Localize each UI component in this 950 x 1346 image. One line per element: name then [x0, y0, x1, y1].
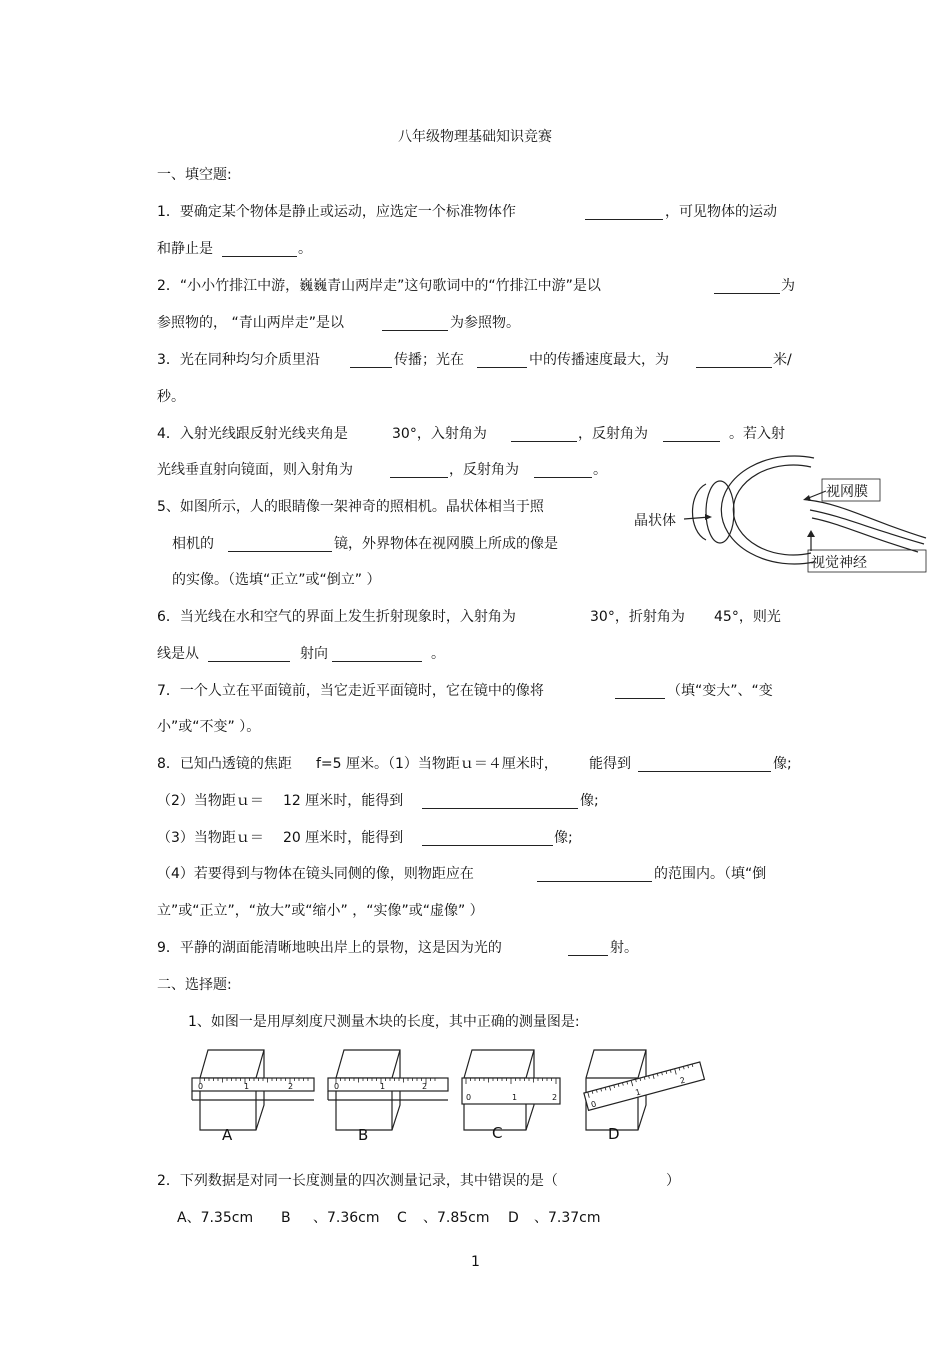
choice2-option-a: A、7.35cm: [177, 1210, 254, 1226]
ruler-a: [192, 1078, 314, 1091]
choice2-option-d: 、7.37cm: [534, 1210, 601, 1226]
ruler-c-tick-1: 1: [512, 1093, 518, 1102]
q3-blank-3[interactable]: [696, 367, 772, 368]
q4-text-7: 。: [593, 462, 607, 478]
q4-text-2: 30°，入射角为: [392, 426, 487, 442]
ruler-label-a: A: [222, 1126, 233, 1144]
ruler-b-tick-0: 0: [334, 1082, 340, 1091]
ruler-d: [584, 1062, 705, 1110]
q3-text: 3．光在同种均匀介质里沿: [157, 352, 320, 368]
q2-text-2: 为: [781, 278, 795, 294]
q5-blank-1[interactable]: [228, 551, 332, 552]
q1-text-2: ，可见物体的运动: [665, 204, 777, 220]
ruler-label-b: B: [358, 1126, 369, 1144]
q6-blank-1[interactable]: [208, 661, 290, 662]
ruler-b-tick-1: 1: [380, 1082, 386, 1091]
q3-blank-2[interactable]: [477, 367, 527, 368]
ruler-a-tick-0: 0: [198, 1082, 204, 1091]
choice2-option-d-letter: D: [508, 1210, 519, 1226]
q3-text-2: 传播；光在: [394, 352, 464, 368]
q7-blank-1[interactable]: [615, 698, 665, 699]
q3-blank-1[interactable]: [350, 367, 392, 368]
q8-part2-text: （2）当物距ｕ＝: [157, 793, 264, 809]
q8-blank-4[interactable]: [537, 881, 652, 882]
q8-part4-text-3: 立”或“正立”，“放大”或“缩小” ，“实像”或“虚像” ）: [157, 903, 484, 919]
eye-diagram: [628, 448, 930, 576]
q6-text-6: 。: [431, 646, 445, 662]
choice2-text-2: ）: [666, 1173, 680, 1189]
eye-cornea: [693, 484, 707, 540]
q3-text-4: 米/: [773, 352, 792, 368]
q8-part3-text: （3）当物距ｕ＝: [157, 830, 264, 846]
ruler-d-tick-1: 1: [634, 1087, 642, 1098]
q6-text-2: 30°，折射角为: [590, 609, 685, 625]
q2-blank-1[interactable]: [714, 293, 780, 294]
eye-sclera-outer: [721, 456, 814, 564]
q3-text-3: 中的传播速度最大，为: [529, 352, 669, 368]
choice2-text: 2．下列数据是对同一长度测量的四次测量记录，其中错误的是（: [157, 1173, 558, 1189]
optic-nerve-line-3: [812, 518, 918, 552]
q7-text-2: （填“变大”、“变: [667, 683, 773, 699]
q8-text: 8．已知凸透镜的焦距: [157, 756, 292, 772]
choice1-text: 1、如图一是用厚刻度尺测量木块的长度，其中正确的测量图是:: [188, 1014, 580, 1030]
q5-text: 5、如图所示，人的眼睛像一架神奇的照相机。晶状体相当于照: [157, 499, 544, 515]
q9-blank-1[interactable]: [568, 955, 608, 956]
optic-nerve-line-1: [808, 500, 926, 538]
q7-text-3: 小”或“不变” ）。: [157, 719, 261, 735]
ruler-label-d: D: [608, 1125, 620, 1143]
ruler-d-tick-0: 0: [590, 1099, 598, 1110]
q8-text-3: 能得到: [589, 756, 631, 772]
q7-text: 7．一个人立在平面镜前，当它走近平面镜时，它在镜中的像将: [157, 683, 544, 699]
q2-text: 2．“小小竹排江中游，巍巍青山两岸走”这句歌词中的“竹排江中游”是以: [157, 278, 601, 294]
eye-lens-shape: [706, 481, 734, 543]
q8-part2-text-2: 12 厘米时，能得到: [283, 793, 404, 809]
q1-blank-2[interactable]: [222, 256, 297, 257]
q4-blank-2[interactable]: [663, 441, 720, 442]
q4-blank-4[interactable]: [534, 477, 592, 478]
q2-text-3: 参照物的， “青山两岸走”是以: [157, 315, 344, 331]
q4-blank-3[interactable]: [390, 477, 448, 478]
choice2-option-b-letter: B: [281, 1210, 291, 1226]
q4-text-6: ，反射角为: [449, 462, 519, 478]
q1-blank-1[interactable]: [585, 219, 663, 220]
q8-part3-text-2: 20 厘米时，能得到: [283, 830, 404, 846]
q5-text-4: 的实像。（选填“正立”或“倒立” ）: [172, 572, 381, 588]
ruler-option-b: [328, 1050, 448, 1130]
nerve-label: 视觉神经: [811, 555, 867, 571]
section-choice-heading: 二、选择题:: [157, 977, 232, 993]
q2-text-4: 为参照物。: [450, 315, 520, 331]
q5-text-2: 相机的: [172, 536, 214, 552]
ruler-d-tick-2: 2: [678, 1075, 687, 1086]
q4-text-3: ，反射角为: [578, 426, 648, 442]
q4-text-4: 。若入射: [729, 426, 785, 442]
q2-blank-2[interactable]: [382, 330, 448, 331]
retina-arrow-head: [803, 495, 811, 501]
q6-text-4: 线是从: [157, 646, 199, 662]
optic-nerve-line-2: [810, 510, 924, 544]
ruler-a-tick-2: 2: [288, 1082, 294, 1091]
q8-part2-text-3: 像;: [580, 793, 599, 809]
q5-text-3: 镜，外界物体在视网膜上所成的像是: [334, 536, 558, 552]
retina-label: 视网膜: [826, 484, 868, 500]
q6-text-5: 射向: [300, 646, 328, 662]
q1-text-3: 和静止是: [157, 241, 213, 257]
q1-text-4: 。: [298, 241, 312, 257]
choice2-option-b: 、7.36cm: [313, 1210, 380, 1226]
q1-text: 1．要确定某个物体是静止或运动，应选定一个标准物体作: [157, 204, 516, 220]
ruler-option-a: [192, 1050, 314, 1130]
q8-part4-text-2: 的范围内。（填“倒: [654, 866, 767, 882]
ruler-figure: [186, 1042, 718, 1146]
ruler-option-c: [462, 1050, 560, 1130]
q4-text-5: 光线垂直射向镜面，则入射角为: [157, 462, 353, 478]
ruler-option-d: [584, 1050, 705, 1130]
page-number: 1: [471, 1254, 480, 1270]
q8-part3-text-3: 像;: [554, 830, 573, 846]
nerve-arrow-head: [807, 530, 815, 537]
ruler-a-tick-1: 1: [244, 1082, 250, 1091]
q8-text-4: 像;: [773, 756, 792, 772]
ruler-b-tick-2: 2: [422, 1082, 428, 1091]
ruler-c-tick-0: 0: [466, 1093, 472, 1102]
lens-arrow-head: [705, 514, 712, 520]
q9-text-2: 射。: [610, 940, 638, 956]
q6-text-3: 45°，则光: [714, 609, 781, 625]
q8-part4-text: （4）若要得到与物体在镜头同侧的像，则物距应在: [157, 866, 474, 882]
q8-blank-3[interactable]: [422, 845, 553, 846]
q8-blank-2[interactable]: [422, 808, 578, 809]
q4-blank-1[interactable]: [511, 441, 577, 442]
q6-text: 6．当光线在水和空气的界面上发生折射现象时，入射角为: [157, 609, 516, 625]
q8-blank-1[interactable]: [638, 771, 771, 772]
eye-retina-inner: [733, 465, 811, 555]
q9-text: 9．平静的湖面能清晰地映出岸上的景物，这是因为光的: [157, 940, 502, 956]
choice2-option-c-letter: C: [397, 1210, 407, 1226]
q8-text-2: f=5 厘米。（1）当物距ｕ＝４厘米时，: [316, 756, 558, 772]
q3-text-5: 秒。: [157, 389, 185, 405]
q4-text: 4．入射光线跟反射光线夹角是: [157, 426, 348, 442]
q6-blank-2[interactable]: [332, 661, 422, 662]
lens-label: 晶状体: [634, 513, 676, 529]
choice2-option-c: 、7.85cm: [423, 1210, 490, 1226]
ruler-c-tick-2: 2: [552, 1093, 558, 1102]
document-title: 八年级物理基础知识竞赛: [398, 129, 552, 145]
ruler-label-c: C: [492, 1124, 503, 1142]
ruler-b: [328, 1078, 448, 1091]
section-fill-in-heading: 一、填空题:: [157, 167, 232, 183]
